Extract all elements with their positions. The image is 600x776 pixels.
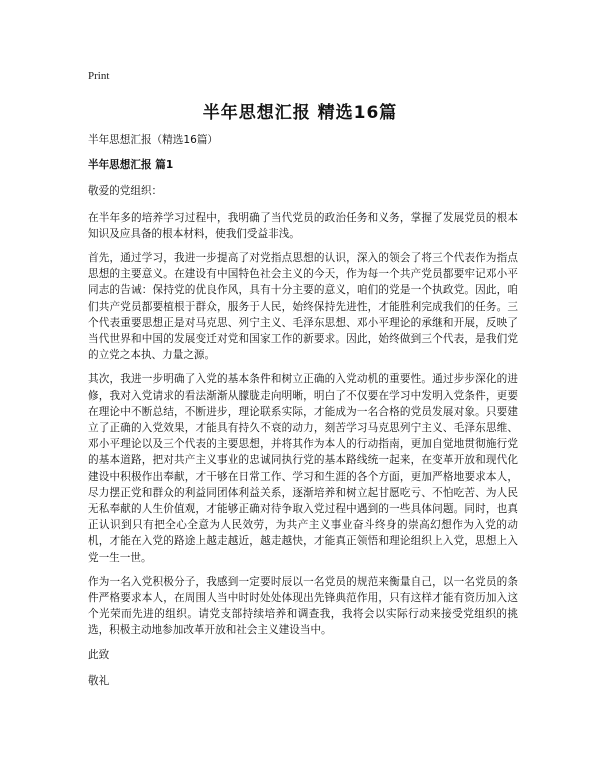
document-body [88,132,518,697]
paragraph-4: 作为一名入党积极分子，我感到一定要时辰以一名党员的规范来衡量自己，以一名党员的条件严格要求本人，在周围人当中时时处处体现出先锋典范作用，只有这样才能有资历加入这个光荣而先进的组织。请党支部持续培养和调查我，我将会以实际行动来接受党组织的挑选，积极主动地参加改革开放和社会主义建设当中。 [88,575,518,637]
paragraph-1: 在半年多的培养学习过程中，我明确了当代党员的政治任务和义务，掌握了发展党员的根本知识及应具备的根本材料，使我们受益非浅。 [88,211,518,240]
print-link[interactable]: Print [88,70,110,82]
paragraph-2: 首先，通过学习，我进一步提高了对党指点思想的认识，深入的领会了将三个代表作为指点思想的主要意义。在建设有中国特色社会主义的今天，作为每一个共产党员都要牢记邓小平同志的告诫：保持党的优良作风，具有十分主要的意义，咱们的党是一个执政党。因此，咱们共产党员都要植根于群众，服务于人民，始终保持先进性，才能胜利完成我们的任务。三个代表重要思想正是对马克思、列宁主义、毛泽东思想、邓小平理论的承继和开展，反映了当代世界和中国的发展变迁对党和国家工作的新要求。因此，始终做到三个代表，是我们党的立党之本执、力量之源。 [88,252,518,362]
closing-line-2: 敬礼 [88,674,110,687]
page-title: 半年思想汇报 精选16篇 [202,103,398,123]
section-heading: 半年思想汇报 篇1 [88,159,174,172]
closing-line-1: 此致 [88,648,110,661]
document-subtitle: 半年思想汇报（精选16篇） [88,134,219,146]
paragraph-3: 其次，我进一步明确了入党的基本条件和树立正确的入党动机的重要性。通过步步深化的进修，我对入党请求的看法渐渐从朦胧走向明晰，明白了不仅要在学习中发明入党条件，更要在理论中不断总结，不断进步，理论联系实际，才能成为一名合格的党员发展对象。只要建立了正确的入党效果，才能具有持久不衰的动力，刻苦学习马克思列宁主义、毛泽东思维、邓小平理论以及三个代表的主要思想，并将其作为本人的行动指南，更加自觉地贯彻施行党的基本道路，把对共产主义事业的忠诚同执行党的基本路线统一起来，在变革开放和现代化建设中积极作出奉献，才干够在日常工作、学习和生涯的各个方面，更加严格地要求本人，尽力摆正党和群众的利益同团体利益关系，逐渐培养和树立起甘愿吃亏、不怕吃苦、为人民无私奉献的人生价值观，才能够正确对待争取入党过程中遇到的一些具体问题。同时，也真正认识到只有把全心全意为人民效劳，为共产主义事业奋斗终身的崇高幻想作为入党的动机，才能在入党的路途上越走越近，越走越快，才能真正领悟和理论组织上入党，思想上入党一生一世。 [88,373,518,564]
salutation: 敬爱的党组织： [88,185,163,198]
